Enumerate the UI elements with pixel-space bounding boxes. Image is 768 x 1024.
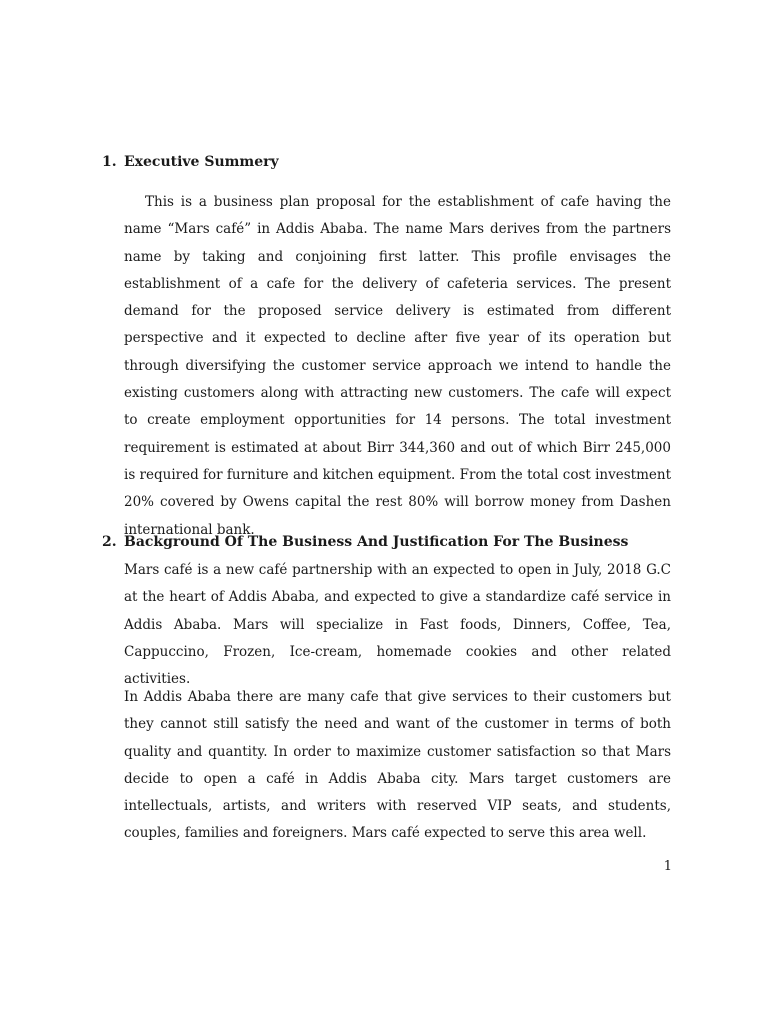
background-paragraph-1: Mars café is a new café partnership with an expected to open in July, 2018 G.C at the heart of Addis Ababa, and expected to give a standardize café service in Addis Ababa. Mars will specialize in Fast foods, Dinners, Coffee, Tea, Cappuccino, Frozen, Ice-cream, homemade cookies and other related activities. <box>124 562 671 688</box>
section-number: 2. <box>102 534 117 550</box>
page-number: 1 <box>663 859 672 874</box>
background-paragraph-2: In Addis Ababa there are many cafe that give services to their customers but they cannot still satisfy the need and want of the customer in terms of both quality and quantity. In order to maximize customer satisfaction so that Mars decide to open a café in Addis Ababa city. Mars target customers are intellectuals, artists, and writers with reserved VIP seats, and students, couples, families and foreigners. Mars café expected to serve this area well. <box>124 689 671 842</box>
section-number: 1. <box>102 154 117 170</box>
section-title: Executive Summery <box>124 154 279 170</box>
executive-summary-paragraph: This is a business plan proposal for the establishment of cafe having the name “Mars café” in Addis Ababa. The name Mars derives from the partners name by taking and conjoining first latter. This profile envisages the establishment of a cafe for the delivery of cafeteria services. The present demand for the proposed service delivery is estimated from different perspective and it expected to decline after five year of its operation but through diversifying the customer service approach we intend to handle the existing customers along with attracting new customers. The cafe will expect to create employment opportunities for 14 persons. The total investment requirement is estimated at about Birr 344,360 and out of which Birr 245,000 is required for furniture and kitchen equipment. From the total cost investment 20% covered by Owens capital the rest 80% will borrow money from Dashen international bank. <box>124 194 671 538</box>
section-heading-executive-summary <box>102 154 682 170</box>
section-title: Background Of The Business And Justification For The Business <box>124 534 629 550</box>
section-heading-background <box>102 534 682 550</box>
